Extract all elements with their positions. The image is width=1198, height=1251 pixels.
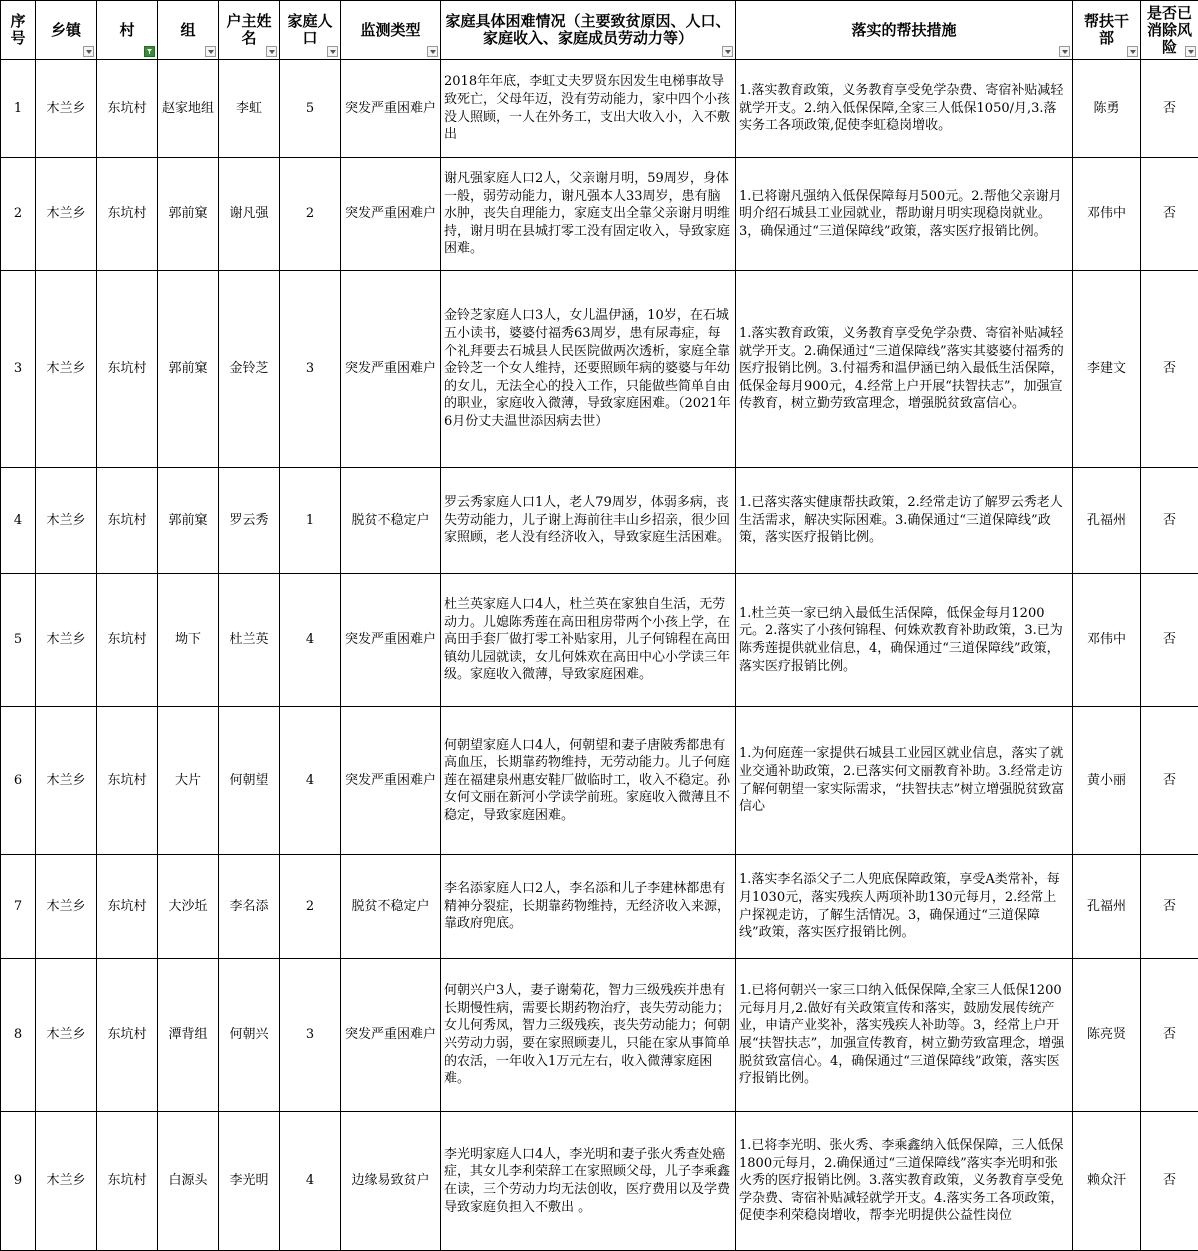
cell-householder[interactable]: 谢凡强: [219, 158, 280, 271]
cell-monitor-type[interactable]: 突发严重困难户: [341, 959, 441, 1112]
cell-risk-eliminated[interactable]: 否: [1141, 855, 1198, 959]
cell-no[interactable]: 1: [1, 60, 36, 158]
cell-family-size[interactable]: 3: [280, 959, 341, 1112]
header-no: [1, 1, 36, 60]
cell-family-size[interactable]: 2: [280, 158, 341, 271]
cell-town[interactable]: 木兰乡: [36, 959, 97, 1112]
cell-family-size[interactable]: 5: [280, 60, 341, 158]
cell-householder[interactable]: 何朝望: [219, 707, 280, 855]
filter-dropdown-icon[interactable]: [266, 46, 277, 57]
cell-risk-eliminated[interactable]: 否: [1141, 707, 1198, 855]
cell-village[interactable]: 东坑村: [97, 574, 158, 707]
cell-no[interactable]: 9: [1, 1112, 36, 1251]
table-row: [1, 60, 1198, 158]
header-town-label: 乡镇: [36, 22, 96, 39]
cell-no[interactable]: 8: [1, 959, 36, 1112]
header-difficulty: [441, 1, 736, 60]
table-row: [1, 271, 1198, 468]
cell-monitor-type[interactable]: 突发严重困难户: [341, 271, 441, 468]
table-row: [1, 959, 1198, 1112]
cell-difficulty[interactable]: 何朝兴户3人，妻子谢菊花，智力三级残疾并患有长期慢性病，需要长期药物治疗，丧失劳动能力；女儿何秀凤，智力三级残疾，丧失劳动能力；何朝兴劳动力弱，要在家照顾妻儿，只能在家从事简单的农活，一年收入1万元左右，收入微薄家庭困难。: [441, 959, 736, 1112]
cell-difficulty[interactable]: 罗云秀家庭人口1人，老人79周岁，体弱多病，丧失劳动能力，儿子谢上海前往丰山乡招亲，很少回家照顾，老人没有经济收入，导致家庭生活困难。: [441, 468, 736, 574]
filter-dropdown-icon[interactable]: [1059, 46, 1070, 57]
cell-village[interactable]: 东坑村: [97, 271, 158, 468]
cell-family-size[interactable]: 4: [280, 707, 341, 855]
filter-dropdown-icon[interactable]: [722, 46, 733, 57]
cell-measures[interactable]: 1.杜兰英一家已纳入最低生活保障，低保金每月1200元。2.落实了小孩何锦程、何姝欢教育补助政策，3.已为陈秀莲提供就业信息，4，确保通过“三道保障线”政策，落实医疗报销比例。: [736, 574, 1073, 707]
cell-cadre[interactable]: 陈亮贤: [1073, 959, 1141, 1112]
cell-group[interactable]: 郭前窠: [158, 158, 219, 271]
cell-monitor-type[interactable]: 突发严重困难户: [341, 574, 441, 707]
cell-cadre[interactable]: 黄小丽: [1073, 707, 1141, 855]
cell-difficulty[interactable]: 李光明家庭人口4人，李光明和妻子张火秀查处癌症，其女儿李利荣辞工在家照顾父母，儿子李乘鑫在读，三个劳动力均无法创收，医疗费用以及学费导致家庭负担入不敷出 。: [441, 1112, 736, 1251]
header-householder-label: 户主姓名: [219, 13, 279, 47]
cell-monitor-type[interactable]: 脱贫不稳定户: [341, 855, 441, 959]
cell-difficulty[interactable]: 杜兰英家庭人口4人，杜兰英在家独自生活，无劳动力。儿媳陈秀莲在高田租房带两个小孩上学，在高田手套厂做打零工补贴家用，儿子何锦程在高田镇幼儿园就读，女儿何姝欢在高田中心小学读三年级。家庭收入微薄，导致家庭困难。: [441, 574, 736, 707]
cell-risk-eliminated[interactable]: 否: [1141, 1112, 1198, 1251]
cell-group[interactable]: 大片: [158, 707, 219, 855]
cell-difficulty[interactable]: 金铃芝家庭人口3人，女儿温伊涵，10岁，在石城五小读书，婆婆付福秀63周岁，患有尿毒症，每个礼拜要去石城县人民医院做两次透析，家庭全靠金铃芝一个女人维持，还要照顾年病的婆婆与年幼的女儿，无法全心的投入工作，只能做些简单自由的职业，家庭收入微薄，导致家庭困难。（2021年6月份丈夫温世添因病去世）: [441, 271, 736, 468]
cell-village[interactable]: 东坑村: [97, 707, 158, 855]
cell-village[interactable]: 东坑村: [97, 1112, 158, 1251]
cell-no[interactable]: 4: [1, 468, 36, 574]
cell-town[interactable]: 木兰乡: [36, 855, 97, 959]
cell-village[interactable]: 东坑村: [97, 468, 158, 574]
table-row: [1, 707, 1198, 855]
cell-measures[interactable]: 1.已将谢凡强纳入低保保障每月500元。2.帮他父亲谢月明介绍石城县工业园就业，帮助谢月明实现稳岗就业。3，确保通过“三道保障线”政策，落实医疗报销比例。: [736, 158, 1073, 271]
filter-dropdown-icon[interactable]: [205, 46, 216, 57]
cell-cadre[interactable]: 孔福州: [1073, 468, 1141, 574]
cell-village[interactable]: 东坑村: [97, 60, 158, 158]
cell-risk-eliminated[interactable]: 否: [1141, 468, 1198, 574]
cell-town[interactable]: 木兰乡: [36, 707, 97, 855]
cell-town[interactable]: 木兰乡: [36, 468, 97, 574]
cell-group[interactable]: 郭前窠: [158, 271, 219, 468]
header-difficulty-label: 家庭具体困难情况（主要致贫原因、人口、家庭收入、家庭成员劳动力等）: [441, 13, 735, 47]
cell-no[interactable]: 2: [1, 158, 36, 271]
cell-cadre[interactable]: 赖众汗: [1073, 1112, 1141, 1251]
cell-village[interactable]: 东坑村: [97, 959, 158, 1112]
cell-family-size[interactable]: 1: [280, 468, 341, 574]
cell-risk-eliminated[interactable]: 否: [1141, 271, 1198, 468]
cell-group[interactable]: 赵家地组: [158, 60, 219, 158]
cell-measures[interactable]: 1.为何庭莲一家提供石城县工业园区就业信息，落实了就业交通补助政策，2.已落实何文丽教育补助。3.经常走访了解何朝望一家实际需求，“扶智扶志”树立增强脱贫致富信心: [736, 707, 1073, 855]
cell-cadre[interactable]: 孔福州: [1073, 855, 1141, 959]
header-measures: [736, 1, 1073, 60]
header-family-size-label: 家庭人口: [280, 13, 340, 47]
table-row: [1, 158, 1198, 271]
table-row: [1, 574, 1198, 707]
cell-town[interactable]: 木兰乡: [36, 271, 97, 468]
cell-risk-eliminated[interactable]: 否: [1141, 574, 1198, 707]
cell-family-size[interactable]: 4: [280, 1112, 341, 1251]
header-family-size: [280, 1, 341, 60]
cell-risk-eliminated[interactable]: 否: [1141, 158, 1198, 271]
cell-risk-eliminated[interactable]: 否: [1141, 60, 1198, 158]
table-row: [1, 855, 1198, 959]
header-monitor-type-label: 监测类型: [341, 22, 440, 39]
cell-cadre[interactable]: 邓伟中: [1073, 574, 1141, 707]
cell-measures[interactable]: 1.落实教育政策，义务教育享受免学杂费、寄宿补贴减轻就学开支。2.确保通过“三道保障线”落实其婆婆付福秀的医疗报销比例。3.付福秀和温伊涵已纳入最低生活保障，低保金每月900元，4.经常上户开展“扶智扶志”，加强宣传教育，树立勤劳致富理念，增强脱贫致富信心。: [736, 271, 1073, 468]
cell-group[interactable]: 坳下: [158, 574, 219, 707]
filter-dropdown-icon[interactable]: [327, 46, 338, 57]
cell-householder[interactable]: 金铃芝: [219, 271, 280, 468]
header-cadre-label: 帮扶干部: [1073, 13, 1140, 47]
cell-monitor-type[interactable]: 突发严重困难户: [341, 60, 441, 158]
header-village: [97, 1, 158, 60]
header-risk-eliminated: [1141, 1, 1198, 60]
header-risk-eliminated-label: 是否已消除风险: [1141, 5, 1198, 56]
cell-measures[interactable]: 1.落实李名添父子二人兜底保障政策，享受A类常补，每月1030元，落实残疾人两项补助130元每月，2.经常上户探视走访，了解生活情况。3，确保通过“三道保障线”政策，落实医疗报销比例。: [736, 855, 1073, 959]
cell-monitor-type[interactable]: 边缘易致贫户: [341, 1112, 441, 1251]
cell-town[interactable]: 木兰乡: [36, 1112, 97, 1251]
cell-householder[interactable]: 李虹: [219, 60, 280, 158]
cell-no[interactable]: 5: [1, 574, 36, 707]
header-measures-label: 落实的帮扶措施: [736, 22, 1072, 39]
header-group: [158, 1, 219, 60]
cell-village[interactable]: 东坑村: [97, 855, 158, 959]
filter-active-icon[interactable]: [144, 46, 155, 57]
cell-householder[interactable]: 杜兰英: [219, 574, 280, 707]
table-row: [1, 1112, 1198, 1251]
cell-group[interactable]: 大沙坵: [158, 855, 219, 959]
filter-dropdown-icon[interactable]: [427, 46, 438, 57]
filter-dropdown-icon[interactable]: [1127, 46, 1138, 57]
cell-town[interactable]: 木兰乡: [36, 158, 97, 271]
cell-difficulty[interactable]: 2018年年底，李虹丈夫罗贤东因发生电梯事故导致死亡，父母年迈，没有劳动能力，家中四个小孩没人照顾，一人在外务工，支出大收入小，入不敷出: [441, 60, 736, 158]
cell-town[interactable]: 木兰乡: [36, 574, 97, 707]
cell-monitor-type[interactable]: 脱贫不稳定户: [341, 468, 441, 574]
filter-dropdown-icon[interactable]: [1185, 46, 1196, 57]
header-town: [36, 1, 97, 60]
header-cadre: [1073, 1, 1141, 60]
filter-dropdown-icon[interactable]: [83, 46, 94, 57]
header-householder: [219, 1, 280, 60]
cell-monitor-type[interactable]: 突发严重困难户: [341, 707, 441, 855]
cell-monitor-type[interactable]: 突发严重困难户: [341, 158, 441, 271]
cell-group[interactable]: 白源头: [158, 1112, 219, 1251]
cell-difficulty[interactable]: 李名添家庭人口2人，李名添和儿子李建林都患有精神分裂症，长期靠药物维持，无经济收入来源，靠政府兜底。: [441, 855, 736, 959]
cell-householder[interactable]: 罗云秀: [219, 468, 280, 574]
header-row: [1, 1, 1198, 60]
cell-householder[interactable]: 李光明: [219, 1112, 280, 1251]
cell-cadre[interactable]: 陈勇: [1073, 60, 1141, 158]
cell-town[interactable]: 木兰乡: [36, 60, 97, 158]
cell-measures[interactable]: 1.已落实落实健康帮扶政策，2.经常走访了解罗云秀老人生活需求，解决实际困难。3.确保通过“三道保障线”政策，落实医疗报销比例。: [736, 468, 1073, 574]
cell-group[interactable]: 郭前窠: [158, 468, 219, 574]
header-monitor-type: [341, 1, 441, 60]
cell-group[interactable]: 潭背组: [158, 959, 219, 1112]
table-row: [1, 468, 1198, 574]
cell-measures[interactable]: 1.已将李光明、张火秀、李乘鑫纳入低保保障，三人低保1800元每月，2.确保通过“三道保障线”落实李光明和张火秀的医疗报销比例。3.落实教育政策，义务教育享受免学杂费、寄宿补贴减轻就学开支。4.落实务工各项政策，促使李利荣稳岗增收，帮李光明提供公益性岗位: [736, 1112, 1073, 1251]
cell-no[interactable]: 3: [1, 271, 36, 468]
cell-risk-eliminated[interactable]: 否: [1141, 959, 1198, 1112]
cell-family-size[interactable]: 4: [280, 574, 341, 707]
cell-no[interactable]: 6: [1, 707, 36, 855]
header-no-label: 序号: [1, 13, 35, 47]
cell-difficulty[interactable]: 谢凡强家庭人口2人，父亲谢月明，59周岁，身体一般，弱劳动能力，谢凡强本人33周岁，患有脑水肿，丧失自理能力，家庭支出全靠父亲谢月明维持，谢月明在县城打零工没有固定收入，导致家庭困难。: [441, 158, 736, 271]
cell-no[interactable]: 7: [1, 855, 36, 959]
header-village-label: 村: [97, 22, 157, 39]
cell-difficulty[interactable]: 何朝望家庭人口4人，何朝望和妻子唐陂秀都患有高血压，长期靠药物维持，无劳动能力。儿子何庭莲在福建泉州惠安鞋厂做临时工，收入不稳定。孙女何文丽在新河小学读学前班。家庭收入微薄且不稳定，导致家庭困难。: [441, 707, 736, 855]
cell-village[interactable]: 东坑村: [97, 158, 158, 271]
cell-family-size[interactable]: 2: [280, 855, 341, 959]
cell-cadre[interactable]: 李建文: [1073, 271, 1141, 468]
cell-householder[interactable]: 何朝兴: [219, 959, 280, 1112]
cell-family-size[interactable]: 3: [280, 271, 341, 468]
cell-measures[interactable]: 1.落实教育政策，义务教育享受免学杂费、寄宿补贴减轻就学开支。2.纳入低保保障,全家三人低保1050/月,3.落实务工各项政策,促使李虹稳岗增收。: [736, 60, 1073, 158]
header-group-label: 组: [158, 22, 218, 39]
cell-measures[interactable]: 1.已将何朝兴一家三口纳入低保保障,全家三人低保1200元每月月,2.做好有关政策宣传和落实，鼓励发展传统产业，申请产业奖补，落实残疾人补助等。3，经常上户开展“扶智扶志”，加强宣传教育，树立勤劳致富理念，增强脱贫致富信心。4，确保通过“三道保障线”政策，落实医疗报销比例。: [736, 959, 1073, 1112]
cell-cadre[interactable]: 邓伟中: [1073, 158, 1141, 271]
cell-householder[interactable]: 李名添: [219, 855, 280, 959]
